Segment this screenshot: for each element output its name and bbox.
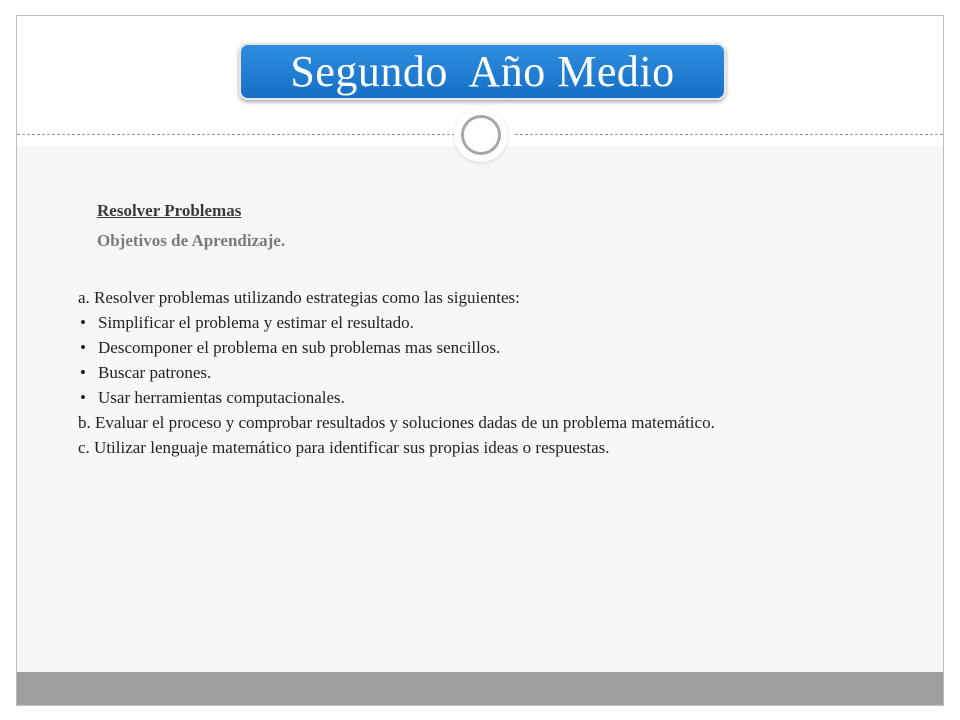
bullet-text: Usar herramientas computacionales. [98, 388, 345, 407]
bullet-text: Buscar patrones. [98, 363, 212, 382]
slide [16, 15, 944, 706]
circle-ring-icon [454, 108, 508, 162]
section-heading: Resolver Problemas [97, 201, 242, 220]
bullet-text: Descomponer el problema en sub problemas mas sencillos. [98, 338, 501, 357]
bullet-item [78, 310, 718, 335]
bullet-item [78, 385, 718, 410]
footer-bar [17, 672, 943, 705]
title-banner [239, 43, 726, 100]
bullet-text: Simplificar el problema y estimar el resultado. [98, 313, 414, 332]
objective-a: a. Resolver problemas utilizando estrategias como las siguientes: [78, 288, 520, 307]
bullet-dot-icon: • [80, 363, 86, 382]
bullet-item [78, 360, 718, 385]
objectives-list [78, 285, 718, 460]
divider-line-left [17, 134, 455, 135]
objective-c: c. Utilizar lenguaje matemático para identificar sus propias ideas o respuestas. [78, 438, 610, 457]
objective-b: b. Evaluar el proceso y comprobar resultados y soluciones dadas de un problema matemático. [78, 413, 715, 432]
slide-title: Segundo Año Medio [290, 47, 675, 96]
divider-line-right [515, 134, 943, 135]
bullet-dot-icon: • [80, 338, 86, 357]
circle-ring-inner [461, 115, 501, 155]
bullet-dot-icon: • [80, 313, 86, 332]
bullet-dot-icon: • [80, 388, 86, 407]
section-subheading: Objetivos de Aprendizaje. [97, 231, 286, 250]
bullet-item [78, 335, 718, 360]
